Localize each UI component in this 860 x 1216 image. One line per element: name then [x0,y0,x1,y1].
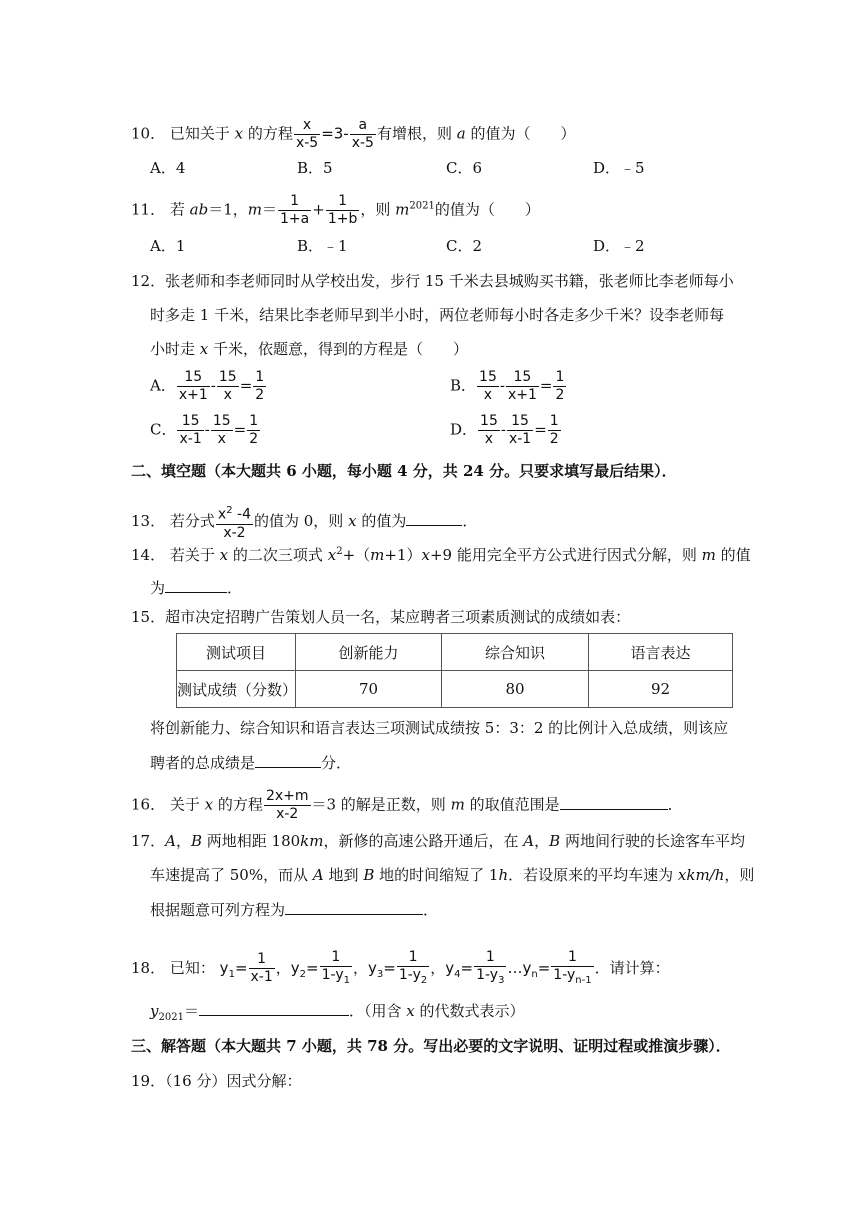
text: 若分式 [169,511,215,530]
denominator: x [217,386,239,404]
denominator-text: 1-y [476,967,499,983]
table-cell: 测试成绩（分数） [177,671,296,708]
text: 的值为（ ） [470,124,576,143]
text: + [312,200,325,219]
option-label: A． [150,376,176,395]
var-x: x [348,511,357,530]
numerator: 15 [511,413,529,429]
var-a: A [312,866,324,884]
question-18-line2 [150,1000,525,1028]
var-b: B [549,832,561,850]
var-y: y [445,958,455,977]
fraction [320,949,352,989]
numerator: x [302,117,312,133]
text: 为 [150,579,166,597]
question-10 [131,117,576,152]
text: ，新修的高速公路开通后，在 [323,832,519,850]
text: 车速提高了 50%，而从 [150,866,309,884]
text: ．若设原来的平均车速为 [508,866,674,884]
exponent: 2 [336,546,343,557]
y-term [445,958,474,980]
text: 已知关于 [169,124,230,143]
text: = [534,420,547,439]
fraction [507,413,533,448]
fraction [350,117,376,152]
fraction [264,788,311,823]
numerator: 1 [567,949,577,965]
numerator-rest: -4 [232,506,251,523]
question-17-line3 [150,899,438,920]
numerator-base: x [217,506,227,523]
text: 超市决定招聘广告策划人员一名，某应聘者三项素质测试的成绩如表： [165,608,631,626]
table-header: 创新能力 [296,634,442,671]
text: ， [275,958,291,977]
subscript: 3 [498,974,505,986]
var-x: x [199,340,209,358]
question-number: 15． [131,608,166,626]
denominator: 1+b [327,211,358,227]
question-14-line1 [131,542,751,565]
numerator: 15 [181,413,200,429]
denominator: 1+a [280,211,310,227]
denominator: 2 [555,387,565,403]
numerator: 1 [485,949,495,965]
numerator: 15 [212,413,231,429]
answer-blank[interactable] [285,899,423,915]
text: ， [353,958,369,977]
text: 根据题意可列方程为 [150,901,286,919]
var-y: y [150,1002,159,1020]
option-label: C． [150,420,177,439]
denominator: 2 [249,431,259,447]
subscript: 1 [343,974,350,986]
question-17-line1 [131,831,745,851]
fraction [217,369,239,404]
numerator: 2x+m [265,788,309,804]
numerator: 15 [480,413,498,429]
option-label: B． [450,376,477,395]
subscript: 2021 [158,1012,184,1023]
text: - [500,420,506,439]
question-18-line1 [131,949,670,989]
text: = [539,376,553,395]
text: 的二次三项式 [232,546,323,564]
var-x: x [219,546,229,564]
fraction [278,193,311,228]
text: =3- [321,124,349,143]
subscript: 2 [420,974,428,986]
fraction [477,369,499,404]
y-term [290,958,319,980]
ellipsis: … [507,958,523,977]
text: - [210,376,216,395]
text: 地到 [328,866,359,884]
text: 的方程 [217,795,263,814]
text: = [234,958,248,977]
denominator-text: 1-y [553,967,576,983]
var-m: m [395,200,410,219]
denominator-text: 1-y [398,967,421,983]
var-y: y [368,958,377,977]
numerator: 1 [290,193,300,209]
var-x: x [234,124,244,143]
text: ． [227,579,243,597]
q10-option-b[interactable]: B．5 [297,159,333,177]
text: 若关于 [169,546,215,564]
text: 若 [169,200,185,219]
table-cell: 92 [589,671,733,708]
numerator: 1 [408,949,418,965]
unit-km: km [300,832,324,850]
fraction [211,413,233,448]
question-15 [131,607,630,627]
denominator [551,966,593,989]
text: = [460,958,474,977]
subscript: 2 [299,968,307,980]
question-number: 11． [131,200,166,219]
text: +1） [384,546,422,564]
numerator: 1 [255,369,265,385]
numerator: 1 [249,413,259,429]
question-15-line2: 将创新能力、综合知识和语言表达三项测试成绩按 5：3：2 的比例计入总成绩，则该应 [150,719,729,737]
question-19 [131,1071,301,1091]
text: = [537,958,551,977]
denominator: x+1 [507,387,537,403]
text: 的值 [720,546,751,564]
y-term [219,958,248,980]
text: ．（用含 [348,1002,402,1020]
q11-option-c[interactable]: C．2 [446,237,483,255]
fraction [326,193,360,228]
denominator [397,966,429,989]
answer-blank[interactable] [199,1000,349,1016]
table-header: 综合知识 [442,634,589,671]
var-m: m [247,200,262,219]
var-a: A [523,832,535,850]
question-13 [131,502,477,542]
text: ＝1， [208,200,248,219]
var-x: x [421,546,430,564]
numerator: 1 [257,951,267,968]
var-y: y [522,958,532,977]
fraction [294,117,320,152]
answer-blank[interactable] [560,794,668,810]
var-b: B [363,866,375,884]
text: ＝ [183,1002,199,1020]
var-y: y [290,958,300,977]
table-cell: 80 [442,671,589,708]
text: 小时走 [150,340,196,358]
var-x: x [327,546,337,564]
q11-option-a[interactable]: A．1 [150,237,186,255]
var-x: x [204,795,214,814]
text: = [239,376,253,395]
denominator: x-5 [295,135,319,151]
text: 千米，依题意，得到的方程是（ ） [213,340,469,358]
score-table [176,633,733,708]
fraction [548,413,561,448]
denominator: x-5 [351,135,374,151]
text: ． [462,511,478,530]
fraction [397,949,429,989]
var-y: y [219,958,229,977]
denominator: x [478,430,500,448]
text: ， [534,832,550,850]
question-number: 12． [131,272,166,290]
question-15-line3 [150,752,351,773]
subscript: n-1 [575,974,592,986]
question-number: 16． [131,795,166,814]
option-label: D． [450,420,478,439]
text: - [204,420,210,439]
var-a: a [456,124,466,143]
q10-option-a[interactable]: A．4 [150,159,186,177]
text: 关于 [169,795,200,814]
var-ab: ab [189,200,209,219]
denominator: x-1 [508,431,532,447]
answer-blank[interactable] [165,577,227,593]
subscript: 4 [454,968,461,980]
table-cell: 70 [296,671,442,708]
text: 分． [321,754,352,772]
denominator [474,966,506,989]
q11-option-b[interactable]: B．﹣1 [297,237,348,255]
fraction [551,949,593,989]
denominator [320,966,352,989]
text: +（ [342,546,371,564]
text: 的取值范围是 [469,795,560,814]
numerator: 1 [338,193,348,209]
text: = [306,958,319,977]
fraction [249,951,275,986]
subscript: n [531,968,538,980]
text: ，则 [360,200,391,219]
fraction [478,413,500,448]
numerator: 1 [331,949,341,965]
subscript: 3 [376,968,384,980]
denominator: x-1 [250,969,273,986]
text: 的代数式表示） [419,1002,525,1020]
y-term [522,958,551,980]
q11-option-d[interactable]: D．﹣2 [593,237,645,255]
text: - [499,376,505,395]
numerator: 15 [479,369,497,385]
numerator: a [358,117,368,133]
text: ＝ [262,200,278,219]
text: 两地相距 180 [206,832,301,850]
fraction [506,369,539,404]
text: 两地间行驶的长途客车平均 [564,832,745,850]
denominator: x [477,386,499,404]
denominator: x-1 [179,431,202,447]
denominator: x+1 [178,387,208,403]
denominator: 2 [549,431,559,447]
fraction [253,369,266,404]
fraction [177,413,203,448]
question-12-line3 [150,339,468,359]
text: 有增根，则 [376,124,452,143]
var-speed: xkm/h [677,866,725,884]
numerator: 15 [513,369,532,385]
text: = [233,420,247,439]
text: 的值为 [361,511,407,530]
exponent: 2021 [409,200,435,212]
var-m: m [370,546,385,564]
question-number: 13． [131,511,166,530]
text: ，则 [724,866,755,884]
question-14-line2 [150,577,242,598]
fraction [474,949,506,989]
question-12-line1 [131,271,734,291]
unit-h: h [498,866,509,884]
text: 已知： [169,958,215,977]
section-2-heading: 二、填空题（本大题共 6 小题，每小题 4 分，共 24 分。只要求填写最后结果）． [131,462,677,480]
denominator: x-2 [216,524,253,542]
table-header: 语言表达 [589,634,733,671]
numerator: 1 [555,369,565,385]
fraction [216,502,253,542]
q12-option-c[interactable] [150,413,261,448]
q10-option-c[interactable]: C．6 [446,159,483,177]
answer-blank[interactable] [255,752,321,768]
text: 聘者的总成绩是 [150,754,256,772]
text: ， [430,958,446,977]
q12-option-b[interactable] [450,369,567,404]
y-term [368,958,396,980]
q12-option-d[interactable] [450,413,562,448]
var-b: B [190,832,202,850]
text: 的方程 [247,124,293,143]
table-header: 测试项目 [177,634,296,671]
fraction [177,369,210,404]
exponent: 2 [226,505,233,516]
text: ， [175,832,191,850]
denominator: x-2 [264,805,311,823]
q10-option-d[interactable]: D．﹣5 [593,159,645,177]
question-number: 19． [131,1072,166,1090]
question-number: 17． [131,832,166,850]
question-number: 10． [131,124,166,143]
text: ．请计算： [594,958,670,977]
question-17-line2 [150,865,754,885]
section-3-heading: 三、解答题（本大题共 7 小题，共 78 分。写出必要的文字说明、证明过程或推演步骤）． [131,1037,731,1055]
text: ＝3 的解是正数，则 [311,795,446,814]
text: 张老师和李老师同时从学校出发，步行 15 千米去县城购买书籍，张老师比李老师每小 [165,272,734,290]
text: 的值为（ ） [434,200,540,219]
text: +9 能用完全平方公式进行因式分解，则 [429,546,697,564]
denominator-text: 1-y [321,967,344,983]
fraction [553,369,566,404]
var-m: m [450,795,465,814]
question-16 [131,788,683,823]
denominator: x [211,430,233,448]
numerator: 15 [184,369,203,385]
text: （16 分）因式分解： [165,1072,302,1090]
text: 地的时间缩短了 1 [379,866,499,884]
text: = [383,958,396,977]
numerator [216,502,253,524]
table-row [177,671,733,708]
text: ． [667,795,683,814]
question-11 [131,193,540,228]
question-number: 18． [131,958,166,977]
question-12-line2: 时多走 1 千米，结果比李老师早到半小时，两位老师每小时各走多少千米？设李老师每 [150,306,725,324]
numerator: 1 [549,413,559,429]
numerator: 15 [218,369,237,385]
var-x: x [406,1002,415,1020]
q12-option-a[interactable] [150,369,267,404]
text: 的值为 0，则 [253,511,344,530]
subscript: 1 [228,968,235,980]
fraction [247,413,260,448]
answer-blank[interactable] [406,510,462,526]
table-header-row [177,634,733,671]
question-number: 14． [131,546,166,564]
var-m: m [701,546,716,564]
var-a: A [165,832,176,850]
denominator: 2 [255,387,265,403]
text: ． [423,901,439,919]
